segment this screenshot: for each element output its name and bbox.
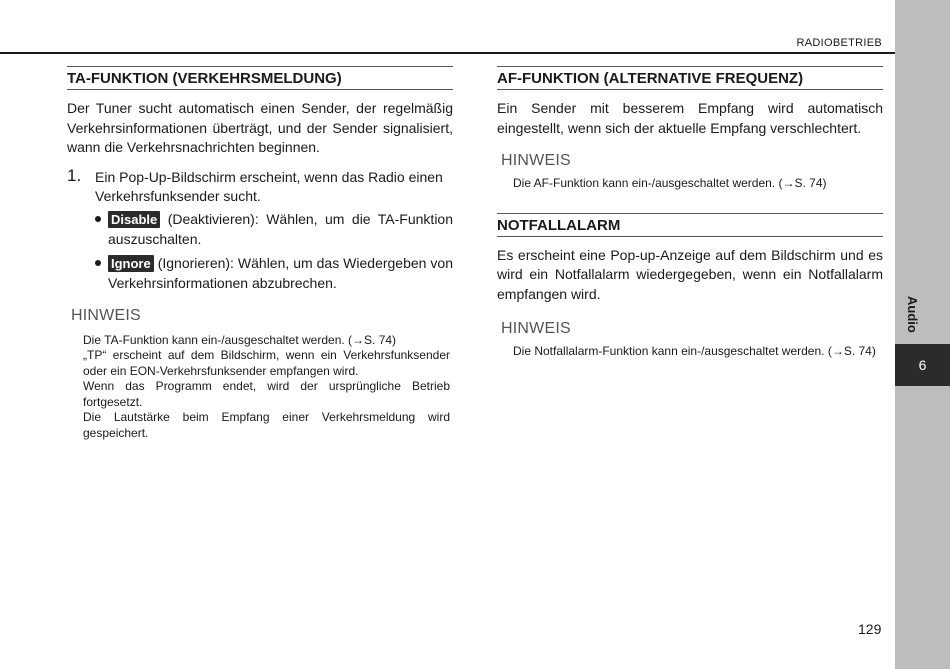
af-text: Ein Sender mit besserem Empfang wird automatisch eingestellt, wenn sich der aktuelle Empfang verschlechtert. [497,100,883,136]
section-tab-label[interactable]: Audio [905,296,920,333]
disable-button-label: Disable [108,211,160,228]
chapter-header: RADIOBETRIEB [796,37,882,49]
af-hint-body: Die AF-Funktion kann ein-/ausgeschaltet werden. (→S. 74) [513,176,827,190]
hint-line: „TP“ erscheint auf dem Bildschirm, wenn ein Verkehrsfunksender oder ein EON-Verkehrsfunksender empfangen wird. [83,348,450,378]
ta-hint-title: HINWEIS [71,306,141,324]
bullet-text: (Ignorieren): Wählen, um das Wiedergeben von Verkehrsinformationen abzubrechen. [108,254,453,291]
step-number: 1. [67,165,82,185]
alarm-text: Es erscheint eine Pop-up-Anzeige auf dem Bildschirm und es wird ein Notfallalarm wiedergegeben, wenn ein Notfallalarm empfangen wird. [497,246,883,302]
hint-line: Wenn das Programm endet, wird der ursprüngliche Betrieb fortgesetzt. [83,379,450,409]
hint-line: Die Lautstärke beim Empfang einer Verkehrsmeldung wird gespeichert. [83,410,450,440]
left-column [67,66,453,441]
alarm-hint-title: HINWEIS [501,320,571,337]
step-text: Ein Pop-Up-Bildschirm erscheint, wenn das Radio einen Verkehrsfunksender sucht. [95,168,443,204]
af-section-title: AF-FUNKTION (ALTERNATIVE FREQUENZ) [497,66,883,90]
chapter-number-tab[interactable]: 6 [895,344,950,386]
ta-intro-text: Der Tuner sucht automatisch einen Sender, der regelmäßig Verkehrsinformationen überträgt, und der Sender signalisiert, wann die Verkehrsnachrichten beginnen. [67,100,453,155]
bullet-dot-icon [95,260,101,266]
header-rule [0,52,895,54]
alarm-section-title: NOTFALLALARM [497,213,883,237]
alarm-hint-body: Die Notfallalarm-Funktion kann ein-/ausgeschaltet werden. (→S. 74) [513,344,876,358]
right-column [497,66,883,360]
bullet-dot-icon [95,216,101,222]
bullet-disable [67,209,453,249]
bullet-text: (Deaktivieren): Wählen, um die TA-Funktion auszuschalten. [108,210,453,247]
step-1 [67,165,453,207]
ignore-button-label: Ignore [108,255,154,272]
page-number: 129 [858,621,882,637]
sidebar-strip [895,0,950,669]
hint-line: Die TA-Funktion kann ein-/ausgeschaltet werden. (→S. 74) [83,332,397,347]
ta-hint-body [83,333,450,442]
af-hint-title: HINWEIS [501,152,571,169]
ta-section-title: TA-FUNKTION (VERKEHRSMELDUNG) [67,66,453,90]
bullet-ignore [67,253,453,293]
